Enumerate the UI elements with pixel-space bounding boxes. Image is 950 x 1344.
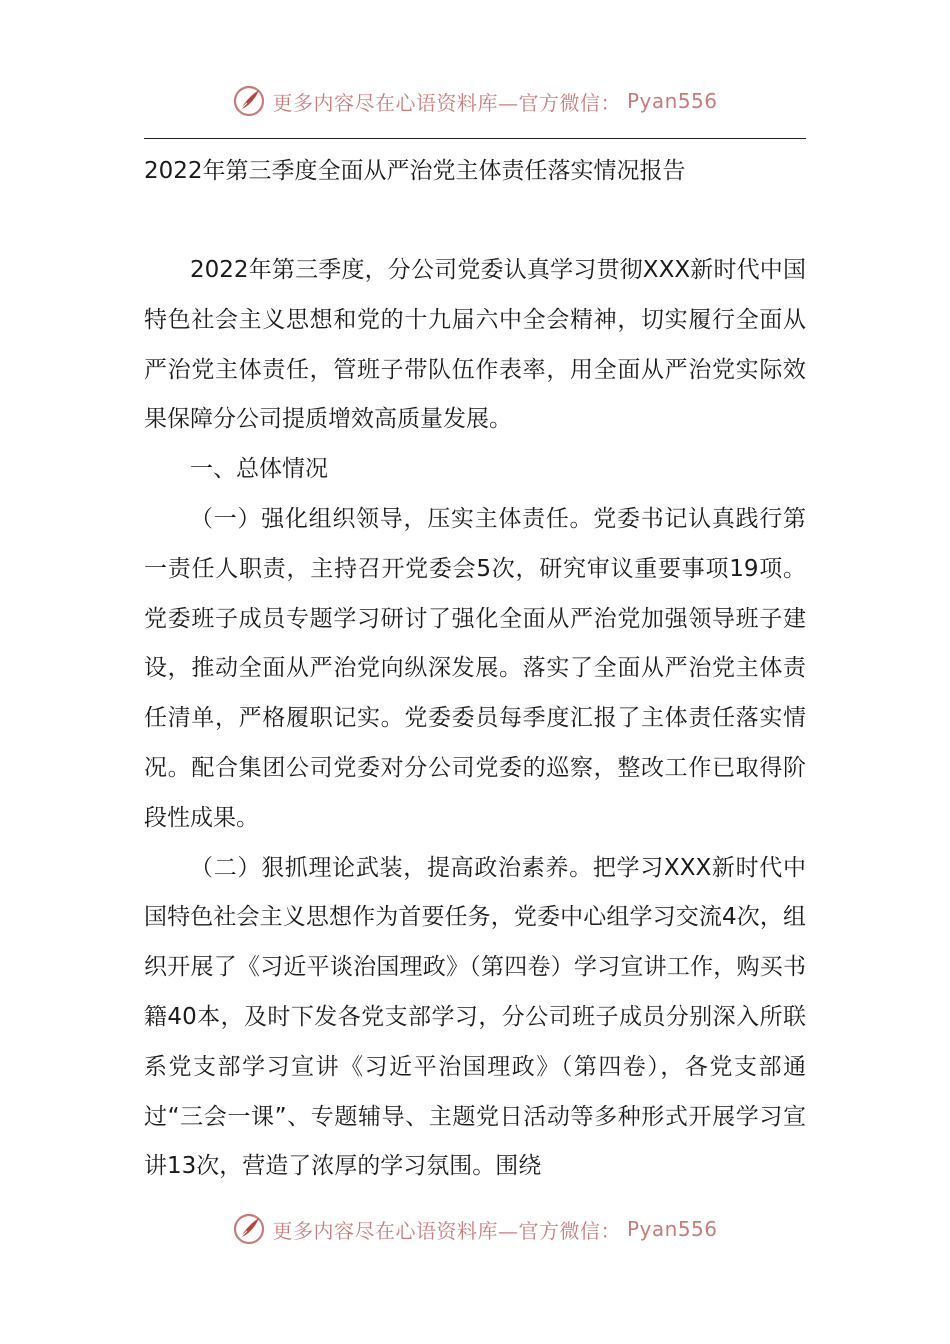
quill-pen-logo-icon bbox=[232, 84, 266, 118]
document-body bbox=[144, 246, 806, 1192]
header-watermark bbox=[0, 84, 950, 118]
watermark-text: 更多内容尽在心语资料库—官方微信： bbox=[272, 90, 621, 115]
quill-pen-logo-icon bbox=[232, 1212, 266, 1246]
section-heading: 一、总体情况 bbox=[190, 456, 328, 483]
paragraph-intro: 2022年第三季度，分公司党委认真学习贯彻XXX新时代中国特色社会主义思想和党的十九届六中全会精神，切实履行全面从严治党主体责任，管班子带队伍作表率，用全面从严治党实际效果保障分公司提质增效高质量发展。 bbox=[144, 257, 806, 433]
watermark-wechat-id: Pyan556 bbox=[626, 89, 718, 113]
header-divider bbox=[144, 138, 806, 139]
footer-watermark bbox=[0, 1212, 950, 1246]
watermark-text: 更多内容尽在心语资料库—官方微信： bbox=[272, 1218, 621, 1243]
watermark-wechat-id: Pyan556 bbox=[626, 1217, 718, 1241]
document-title: 2022年第三季度全面从严治党主体责任落实情况报告 bbox=[144, 158, 686, 184]
paragraph-section-1: （一）强化组织领导，压实主体责任。党委书记认真践行第一责任人职责，主持召开党委会5次，研究审议重要事项19项。党委班子成员专题学习研讨了强化全面从严治党加强领导班子建设，推动全面从严治党向纵深发展。落实了全面从严治党主体责任清单，严格履职记实。党委委员每季度汇报了主体责任落实情况。配合集团公司党委对分公司党委的巡察，整改工作已取得阶段性成果。 bbox=[144, 505, 806, 831]
paragraph-section-2: （二）狠抓理论武装，提高政治素养。把学习XXX新时代中国特色社会主义思想作为首要任务，党委中心组学习交流4次，组织开展了《习近平谈治国理政》（第四卷）学习宣讲工作，购买书籍40本，及时下发各党支部学习，分公司班子成员分别深入所联系党支部学习宣讲《习近平治国理政》（第四卷），各党支部通过“三会一课”、专题辅导、主题党日活动等多种形式开展学习宣讲13次，营造了浓厚的学习氛围。围绕 bbox=[144, 854, 806, 1180]
